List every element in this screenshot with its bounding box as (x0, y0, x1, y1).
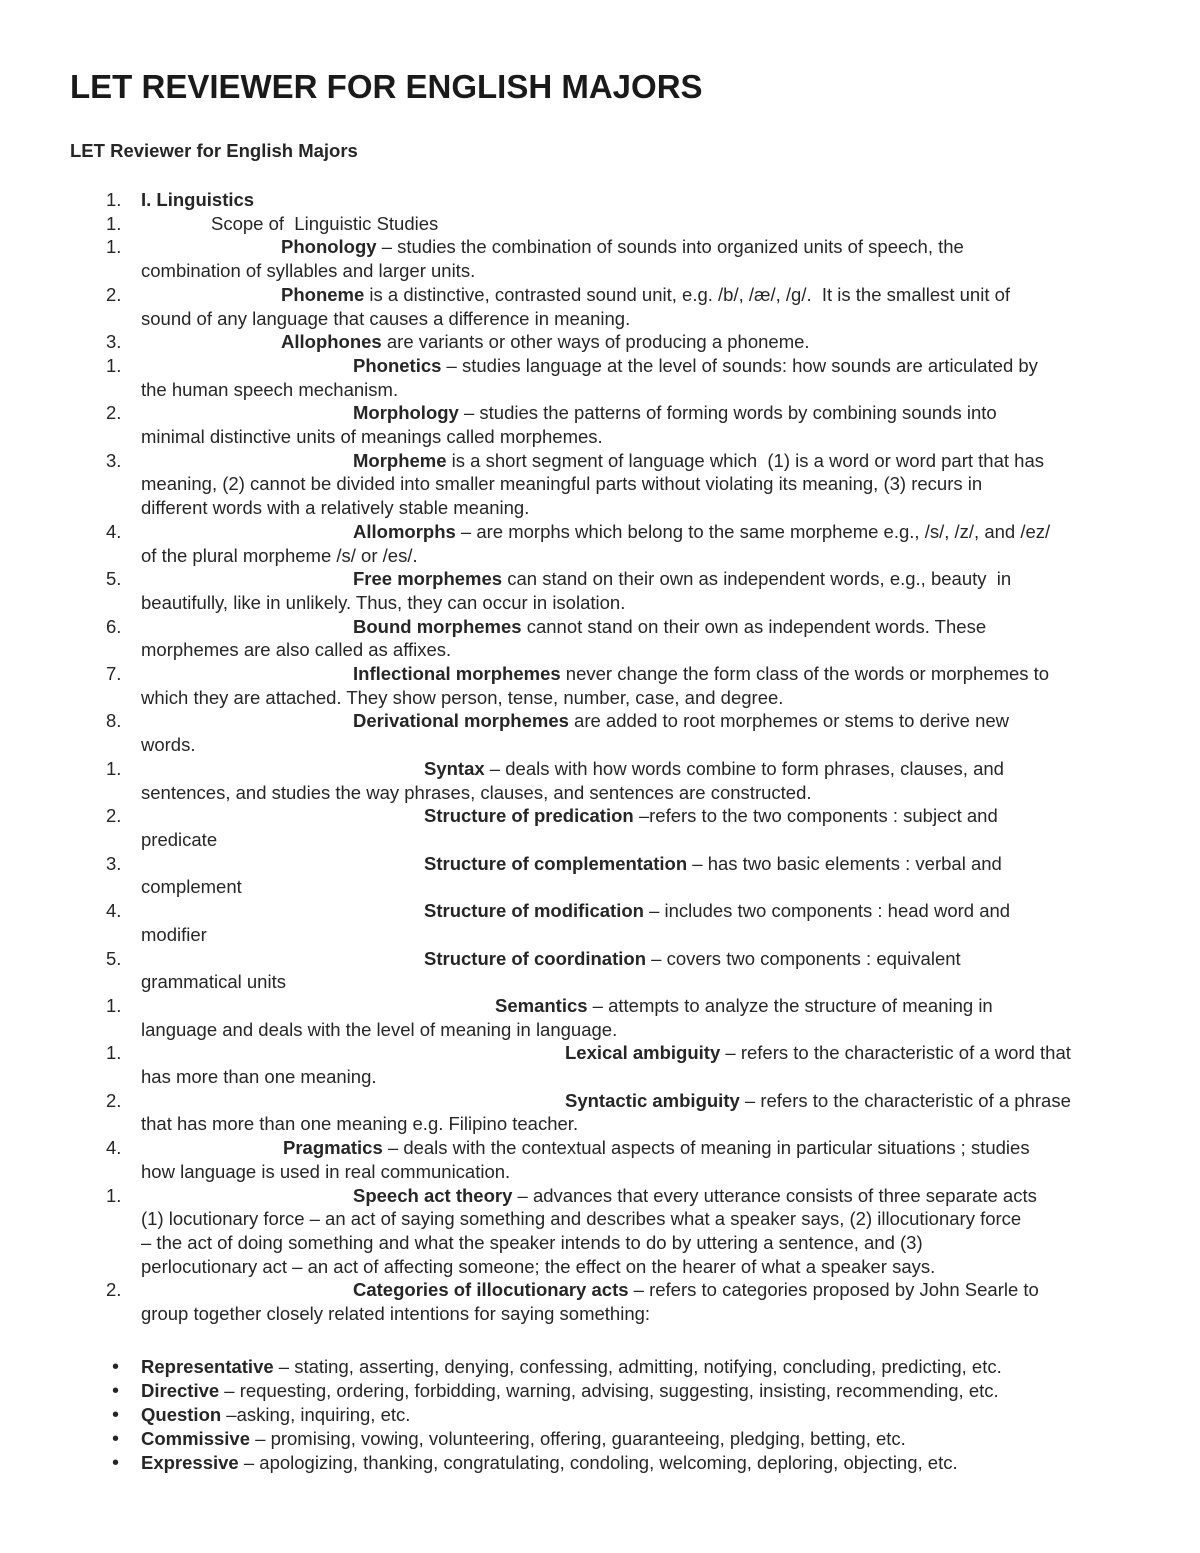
item-first-line (353, 401, 997, 425)
item-first-line (141, 188, 254, 212)
bullet-text: – promising, vowing, volunteering, offering, guaranteeing, pledging, betting, etc. (250, 1428, 906, 1449)
item-term: Bound morphemes (353, 615, 522, 637)
item-term: Morpheme (353, 449, 447, 471)
item-continuation: group together closely related intentions for saying something: (141, 1303, 651, 1325)
outline-item (0, 567, 1200, 614)
bullet-term: Question (141, 1404, 222, 1425)
item-number: 2. (106, 1279, 122, 1301)
bullet-icon: • (112, 1428, 120, 1450)
item-text: – are morphs which belong to the same morpheme e.g., /s/, /z/, and /ez/ (455, 520, 1051, 542)
item-number: 7. (106, 663, 122, 685)
item-continuation: that has more than one meaning e.g. Filipino teacher. (141, 1113, 579, 1135)
item-text: –refers to the two components : subject and (633, 805, 998, 827)
item-continuation: minimal distinctive units of meanings called morphemes. (141, 426, 603, 448)
item-term: Derivational morphemes (353, 710, 569, 732)
item-number: 1. (106, 757, 122, 779)
item-text: are variants or other ways of producing a phoneme. (381, 331, 810, 353)
item-continuation: the human speech mechanism. (141, 378, 399, 400)
item-term: I. Linguistics (141, 189, 255, 210)
item-number: 5. (106, 568, 122, 590)
item-number: 3. (106, 852, 122, 874)
bullet-term: Commissive (141, 1428, 250, 1449)
outline-item (0, 401, 1200, 448)
item-continuation: how language is used in real communication. (141, 1160, 511, 1182)
item-text: – has two basic elements : verbal and (687, 852, 1002, 874)
outline-item (0, 852, 1200, 899)
outline-item (0, 1136, 1200, 1183)
item-text: are added to root morphemes or stems to derive new (568, 710, 1010, 732)
item-text: – studies language at the level of sounds: how sounds are articulated by (441, 354, 1038, 376)
item-continuation: words. (141, 734, 196, 756)
item-term: Pragmatics (283, 1137, 383, 1159)
item-first-line (353, 615, 986, 639)
item-number: 1. (106, 354, 122, 376)
item-text: is a short segment of language which (1) is a word or word part that has (446, 449, 1044, 471)
outline-list (0, 188, 1200, 1326)
item-term: Structure of predication (424, 805, 634, 827)
item-term: Syntactic ambiguity (565, 1089, 740, 1111)
item-term: Structure of modification (424, 900, 644, 922)
bullet-term: Directive (141, 1380, 220, 1401)
outline-item (0, 212, 1200, 236)
item-number: 2. (106, 805, 122, 827)
item-first-line (353, 709, 1009, 733)
bullet-text: – requesting, ordering, forbidding, warning, advising, suggesting, insisting, recommending, etc. (219, 1380, 999, 1401)
outline-item (0, 188, 1200, 212)
outline-item (0, 235, 1200, 282)
item-number: 2. (106, 1089, 122, 1111)
item-continuation: morphemes are also called as affixes. (141, 639, 452, 661)
bullet-item (0, 1379, 1200, 1403)
document-subtitle: LET Reviewer for English Majors (70, 140, 358, 161)
outline-item (0, 354, 1200, 401)
bullet-icon: • (112, 1380, 120, 1402)
item-text: – attempts to analyze the structure of meaning in (587, 994, 993, 1016)
illocutionary-acts-list (0, 1355, 1200, 1475)
outline-item (0, 1184, 1200, 1279)
item-continuation: of the plural morpheme /s/ or /es/. (141, 544, 418, 566)
item-first-line (281, 235, 964, 259)
item-first-line (424, 804, 998, 828)
item-text: can stand on their own as independent words, e.g., beauty in (502, 568, 1012, 590)
item-continuation: has more than one meaning. (141, 1066, 377, 1088)
item-text: – studies the patterns of forming words by combining sounds into (458, 402, 997, 424)
item-first-line (211, 212, 438, 236)
item-text: – deals with the contextual aspects of meaning in particular situations ; studies (382, 1137, 1030, 1159)
item-continuation: meaning, (2) cannot be divided into smaller meaningful parts without violating its meaning, (3) recurs in different words with a relatively stable meaning. (141, 473, 983, 519)
bullet-icon: • (112, 1452, 120, 1474)
item-continuation: combination of syllables and larger units. (141, 260, 476, 282)
item-text: – covers two components : equivalent (646, 947, 961, 969)
item-term: Structure of complementation (424, 852, 688, 874)
item-number: 4. (106, 520, 122, 542)
item-term: Phonology (281, 236, 377, 258)
item-first-line (353, 520, 1050, 544)
item-continuation: sentences, and studies the way phrases, clauses, and sentences are constructed. (141, 781, 812, 803)
item-continuation: language and deals with the level of meaning in language. (141, 1018, 618, 1040)
bullet-term: Expressive (141, 1452, 239, 1473)
outline-item (0, 662, 1200, 709)
bullet-item (0, 1427, 1200, 1451)
outline-item (0, 615, 1200, 662)
item-first-line (353, 662, 1049, 686)
item-first-line (353, 1184, 1037, 1208)
item-text: – studies the combination of sounds into organized units of speech, the (376, 236, 964, 258)
item-term: Free morphemes (353, 568, 503, 590)
outline-item (0, 1278, 1200, 1325)
item-text: – refers to the characteristic of a word that (720, 1042, 1071, 1064)
outline-item (0, 330, 1200, 354)
item-number: 4. (106, 900, 122, 922)
item-text: is a distinctive, contrasted sound unit, e.g. /b/, /æ/, /g/. It is the smallest unit of (364, 283, 1011, 305)
outline-item (0, 804, 1200, 851)
outline-item (0, 994, 1200, 1041)
item-number: 3. (106, 331, 122, 353)
item-term: Syntax (424, 757, 485, 779)
item-number: 2. (106, 402, 122, 424)
outline-item (0, 899, 1200, 946)
item-term: Phoneme (281, 283, 365, 305)
item-first-line (353, 567, 1011, 591)
item-continuation: predicate (141, 828, 218, 850)
item-number: 5. (106, 947, 122, 969)
item-continuation: which they are attached. They show person, tense, number, case, and degree. (141, 686, 784, 708)
bullet-icon: • (112, 1404, 120, 1426)
bullet-text: – stating, asserting, denying, confessing, admitting, notifying, concluding, predicting, etc. (273, 1356, 1002, 1377)
item-term: Speech act theory (353, 1184, 513, 1206)
item-text: – deals with how words combine to form phrases, clauses, and (484, 757, 1004, 779)
bullet-term: Representative (141, 1356, 274, 1377)
item-continuation: complement (141, 876, 242, 898)
outline-item (0, 757, 1200, 804)
item-first-line (281, 330, 810, 354)
item-first-line (424, 899, 1010, 923)
item-number: 4. (106, 1137, 122, 1159)
outline-item (0, 947, 1200, 994)
outline-item (0, 520, 1200, 567)
item-first-line (424, 852, 1002, 876)
item-first-line (565, 1041, 1071, 1065)
item-first-line (353, 354, 1038, 378)
outline-item (0, 709, 1200, 756)
item-number: 6. (106, 615, 122, 637)
bullet-text: –asking, inquiring, etc. (221, 1404, 411, 1425)
item-continuation: beautifully, like in unlikely. Thus, they can occur in isolation. (141, 591, 626, 613)
item-term: Categories of illocutionary acts (353, 1279, 629, 1301)
item-continuation: grammatical units (141, 971, 286, 993)
item-term: Allomorphs (353, 520, 456, 542)
item-first-line (281, 283, 1010, 307)
outline-item (0, 1089, 1200, 1136)
item-term: Inflectional morphemes (353, 663, 561, 685)
bullet-item (0, 1451, 1200, 1475)
item-first-line (353, 1278, 1039, 1302)
bullet-text: – apologizing, thanking, congratulating, condoling, welcoming, deploring, objecting, etc. (238, 1452, 958, 1473)
item-first-line (424, 947, 961, 971)
item-first-line (283, 1136, 1030, 1160)
item-text: never change the form class of the words or morphemes to (560, 663, 1050, 685)
item-text: – advances that every utterance consists of three separate acts (512, 1184, 1037, 1206)
bullet-item (0, 1355, 1200, 1379)
outline-item (0, 449, 1200, 520)
item-continuation: modifier (141, 923, 207, 945)
item-text: – includes two components : head word and (643, 900, 1011, 922)
item-text: – refers to categories proposed by John Searle to (628, 1279, 1039, 1301)
item-term: Allophones (281, 331, 382, 353)
item-continuation: (1) locutionary force – an act of saying something and describes what a speaker says, (2) illocutionary force – the act of doing something and what the speaker intends to do by uttering a sentence, and (3) perlocutionary act – an act of affecting someone; the effect on the hearer of what a speaker says. (141, 1208, 1022, 1277)
item-first-line (424, 757, 1004, 781)
item-text: Scope of Linguistic Studies (211, 212, 439, 234)
item-number: 1. (106, 994, 122, 1016)
item-number: 1. (106, 236, 122, 258)
item-number: 1. (106, 1184, 122, 1206)
bullet-icon: • (112, 1356, 120, 1378)
item-continuation: sound of any language that causes a difference in meaning. (141, 307, 631, 329)
item-number: 1. (106, 212, 122, 234)
item-first-line (495, 994, 993, 1018)
item-term: Semantics (495, 994, 588, 1016)
item-number: 1. (106, 1042, 122, 1064)
item-text: – refers to the characteristic of a phrase (739, 1089, 1071, 1111)
item-term: Morphology (353, 402, 459, 424)
item-first-line (353, 449, 1044, 473)
item-text: cannot stand on their own as independent words. These (521, 615, 987, 637)
item-number: 8. (106, 710, 122, 732)
outline-item (0, 283, 1200, 330)
item-number: 2. (106, 283, 122, 305)
bullet-item (0, 1403, 1200, 1427)
item-term: Phonetics (353, 354, 442, 376)
item-term: Structure of coordination (424, 947, 646, 969)
item-first-line (565, 1089, 1071, 1113)
item-term: Lexical ambiguity (565, 1042, 721, 1064)
item-number: 3. (106, 449, 122, 471)
outline-item (0, 1041, 1200, 1088)
item-number: 1. (106, 189, 122, 210)
document-title: LET REVIEWER FOR ENGLISH MAJORS (70, 68, 703, 105)
